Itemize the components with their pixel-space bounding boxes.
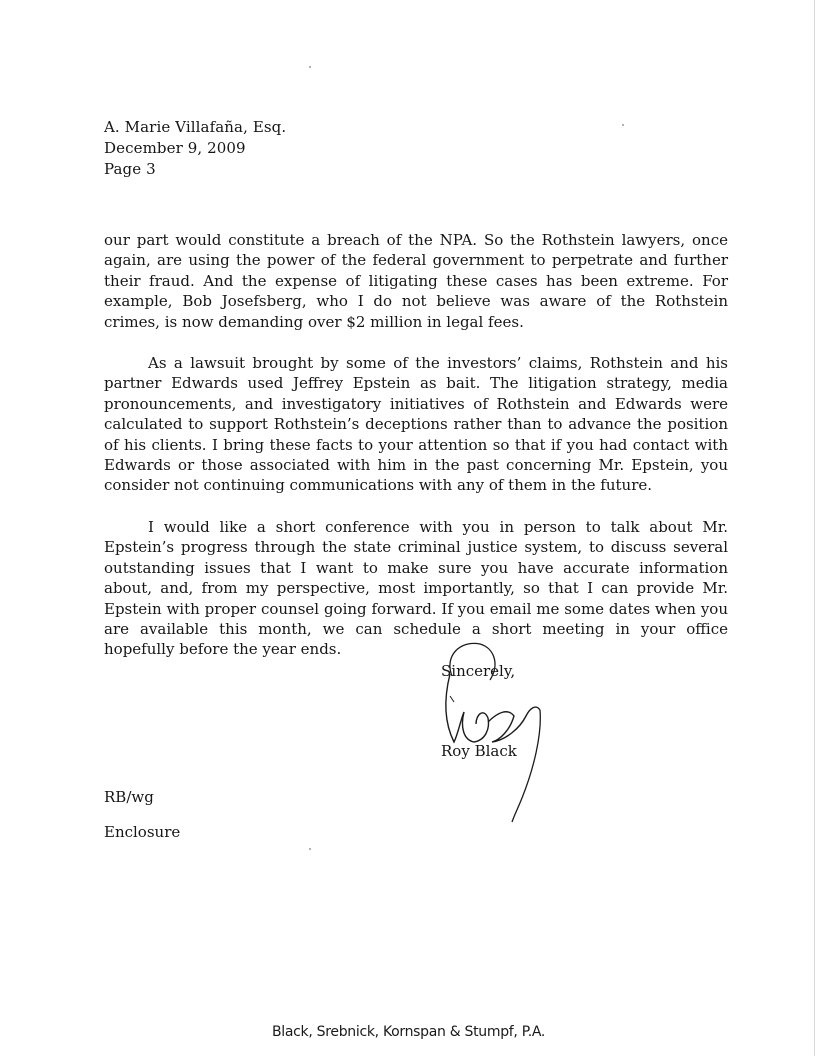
body-paragraph: As a lawsuit brought by some of the investors’ claims, Rothstein and his partner Edwards used Jeffrey Epstein as bait. The litigation strategy, media pronouncements, and investigatory initiatives of Rothstein and Edwards were calculated to support Rothstein’s deceptions rather than to advance the position of his clients. I bring these facts to your attention so that if you had contact with Edwards or those associated with him in the past concerning Mr. Epstein, you consider not continuing communications with any of them in the future. [104,354,728,495]
scan-speck [309,66,311,68]
body-paragraph: I would like a short conference with you in person to talk about Mr. Epstein’s progress through the state criminal justice system, to discuss several outstanding issues that I want to make sure you have accurate information about, and, from my perspective, most importantly, so that I can provide Mr. Epstein with proper counsel going forward. If you email me some dates when you are available this month, we can schedule a short meeting in your office hopefully before the year ends. [104,517,728,659]
letter-body [104,230,728,660]
scan-edge-line [814,0,815,1056]
scan-speck [622,124,624,126]
letter-header [104,117,286,180]
body-paragraph: our part would constitute a breach of the NPA. So the Rothstein lawyers, once again, are using the power of the federal government to perpetrate and further their fraud. And the expense of litigating these cases has been extreme. For example, Bob Josefsberg, who I do not believe was aware of the Rothstein crimes, is now demanding over $2 million in legal fees. [104,231,728,331]
enclosure-note: Enclosure [104,823,181,841]
letterhead-footer: Black, Srebnick, Kornspan & Stumpf, P.A. [271,1024,546,1040]
handwritten-signature [430,638,560,828]
scan-speck [309,848,311,850]
letter-date: December 9, 2009 [104,139,246,157]
recipient-name: A. Marie Villafaña, Esq. [104,118,287,136]
typist-initials: RB/wg [104,788,154,806]
page-number: Page 3 [104,160,156,178]
closing-salutation: Sincerely, [441,662,516,680]
signer-name: Roy Black [441,742,517,760]
